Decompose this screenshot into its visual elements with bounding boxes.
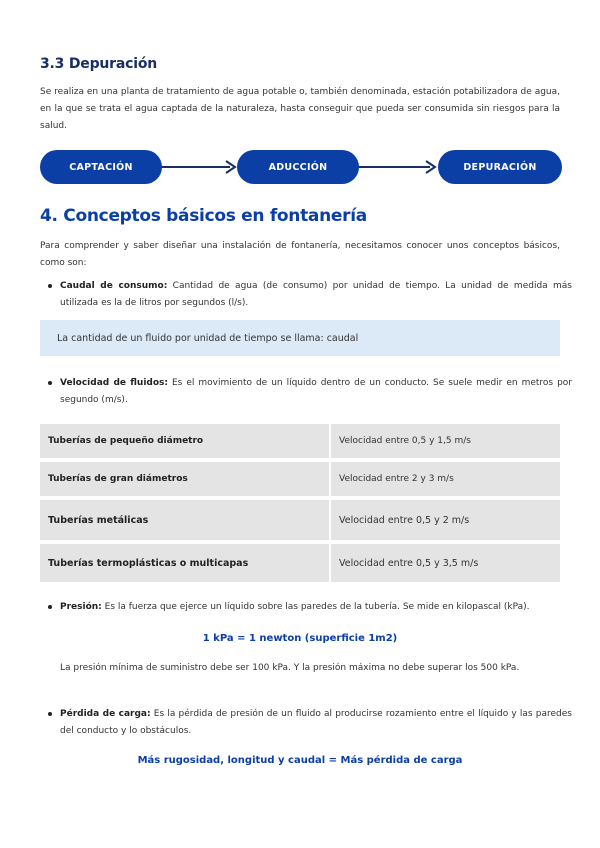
caudal-term: Caudal de consumo:	[60, 281, 168, 291]
table-cell-tipo: Tuberías de gran diámetros	[40, 462, 329, 496]
table-cell-tipo: Tuberías de pequeño diámetro	[40, 424, 329, 458]
section-3-3-title: 3.3 Depuración	[40, 56, 158, 72]
caudal-callout-text: La cantidad de un fluido por unidad de tiempo se llama: caudal	[57, 332, 359, 344]
table-cell-velocidad: Velocidad entre 0,5 y 3,5 m/s	[331, 544, 560, 582]
table-row	[40, 544, 560, 582]
caudal-text: Cantidad de agua (de consumo) por unidad de tiempo. La unidad de medida más utilizada es la de litros por segundos (l/s).	[60, 281, 572, 308]
section-4-intro: Para comprender y saber diseñar una instalación de fontanería, necesitamos conocer unos conceptos básicos, como son:	[40, 241, 560, 268]
table-cell-tipo: Tuberías metálicas	[40, 500, 329, 540]
perdida-text: Es la pérdida de presión de un fluido al producirse rozamiento entre el líquido y las paredes del conducto y lo obstáculos.	[60, 709, 572, 736]
flow-step-captacion: CAPTACIÓN	[40, 150, 162, 184]
velocidad-term: Velocidad de fluidos:	[60, 378, 169, 388]
table-cell-velocidad: Velocidad entre 0,5 y 1,5 m/s	[331, 424, 560, 458]
perdida-term: Pérdida de carga:	[60, 709, 151, 719]
bullet-velocidad	[48, 375, 572, 408]
presion-formula: 1 kPa = 1 newton (superficie 1m2)	[202, 633, 398, 644]
velocidad-text: Es el movimiento de un líquido dentro de un conducto. Se suele medir en metros por segundo (m/s).	[60, 378, 573, 405]
process-flow-diagram	[40, 150, 562, 186]
presion-text: Es la fuerza que ejerce un líquido sobre las paredes de la tubería. Se mide en kilopascal (kPa).	[101, 602, 530, 612]
table-cell-velocidad: Velocidad entre 2 y 3 m/s	[331, 462, 560, 496]
table-cell-tipo: Tuberías termoplásticas o multicapas	[40, 544, 329, 582]
table-cell-velocidad: Velocidad entre 0,5 y 2 m/s	[331, 500, 560, 540]
presion-note: La presión mínima de suministro debe ser 100 kPa. Y la presión máxima no debe superar los 500 kPa.	[60, 663, 520, 673]
bullet-caudal	[48, 278, 572, 311]
perdida-formula: Más rugosidad, longitud y caudal = Más pérdida de carga	[137, 755, 463, 766]
caudal-callout	[40, 320, 560, 356]
section-4-title: 4. Conceptos básicos en fontanería	[40, 206, 367, 226]
table-row	[40, 424, 560, 458]
bullet-perdida	[48, 706, 572, 739]
presion-term: Presión:	[60, 602, 102, 612]
bullet-presion	[48, 599, 572, 616]
section-3-3-paragraph: Se realiza en una planta de tratamiento de agua potable o, también denominada, estación potabilizadora de agua, en la que se trata el agua captada de la naturaleza, hasta conseguir que pueda ser consumida sin riesgos para la salud.	[40, 87, 560, 131]
flow-step-depuracion: DEPURACIÓN	[438, 150, 562, 184]
table-row	[40, 462, 560, 496]
flow-step-aduccion: ADUCCIÓN	[237, 150, 359, 184]
table-row	[40, 500, 560, 540]
